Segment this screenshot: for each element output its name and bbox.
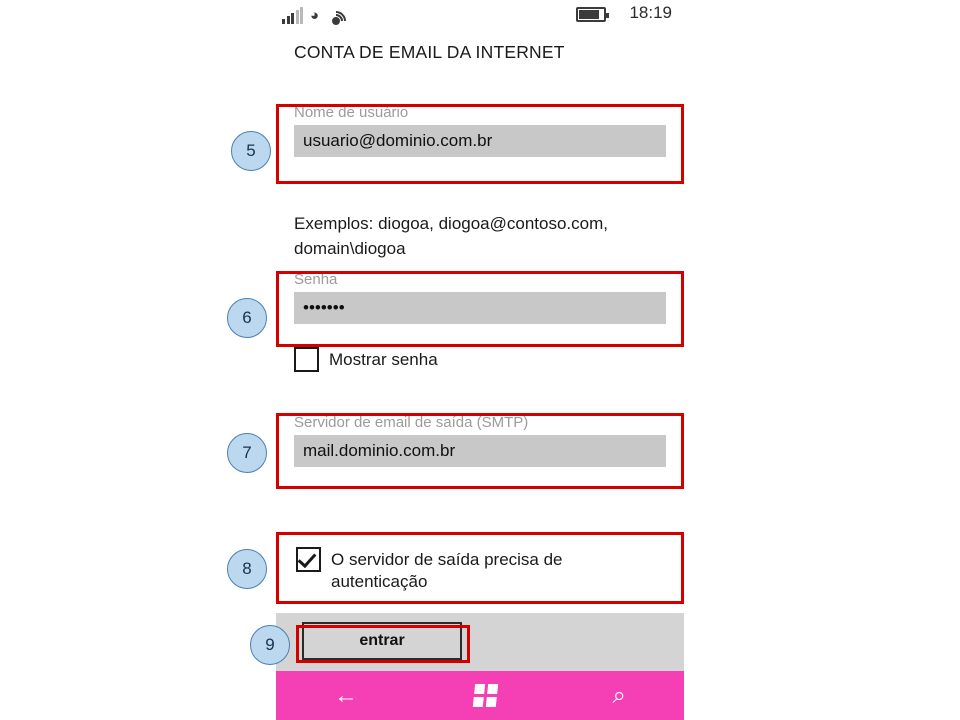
show-password-row[interactable] [294,347,438,372]
battery-icon [576,7,606,22]
show-password-label: Mostrar senha [329,350,438,369]
wifi-icon [326,9,343,24]
search-icon[interactable]: ⌕ [612,681,626,709]
roaming-icon: ◕ [310,7,320,24]
windows-start-icon[interactable] [473,684,498,707]
step-marker-7: 7 [227,433,267,473]
status-bar [276,0,684,28]
username-field[interactable] [294,104,666,157]
username-hint: Exemplos: diogoa, diogoa@contoso.com, domain\diogoa [294,214,608,258]
step-marker-6: 6 [227,298,267,338]
password-field[interactable] [294,271,666,324]
smtp-auth-label: O servidor de saída precisa de autenticação [331,550,563,591]
smtp-field[interactable] [294,414,666,467]
username-label: Nome de usuário [294,104,409,121]
password-input[interactable]: ••••••• [294,292,666,324]
smtp-input[interactable]: mail.dominio.com.br [294,435,666,467]
smtp-auth-row[interactable] [296,547,626,593]
status-clock: 18:19 [629,3,672,22]
username-input[interactable]: usuario@dominio.com.br [294,125,666,157]
status-icons-group [282,2,343,24]
step-marker-9: 9 [250,625,290,665]
page-title: CONTA DE EMAIL DA INTERNET [294,42,565,62]
system-nav-bar [276,671,684,720]
submit-bar [276,613,684,671]
password-label: Senha [294,271,338,288]
step-marker-5: 5 [231,131,271,171]
signal-bars-icon [282,9,303,24]
step-marker-8: 8 [227,549,267,589]
smtp-auth-checkbox[interactable] [296,547,321,572]
phone-screen [276,0,684,720]
show-password-checkbox[interactable] [294,347,319,372]
submit-button[interactable]: entrar [302,622,462,660]
back-icon[interactable]: ← [334,681,358,709]
smtp-label: Servidor de email de saída (SMTP) [294,414,529,431]
